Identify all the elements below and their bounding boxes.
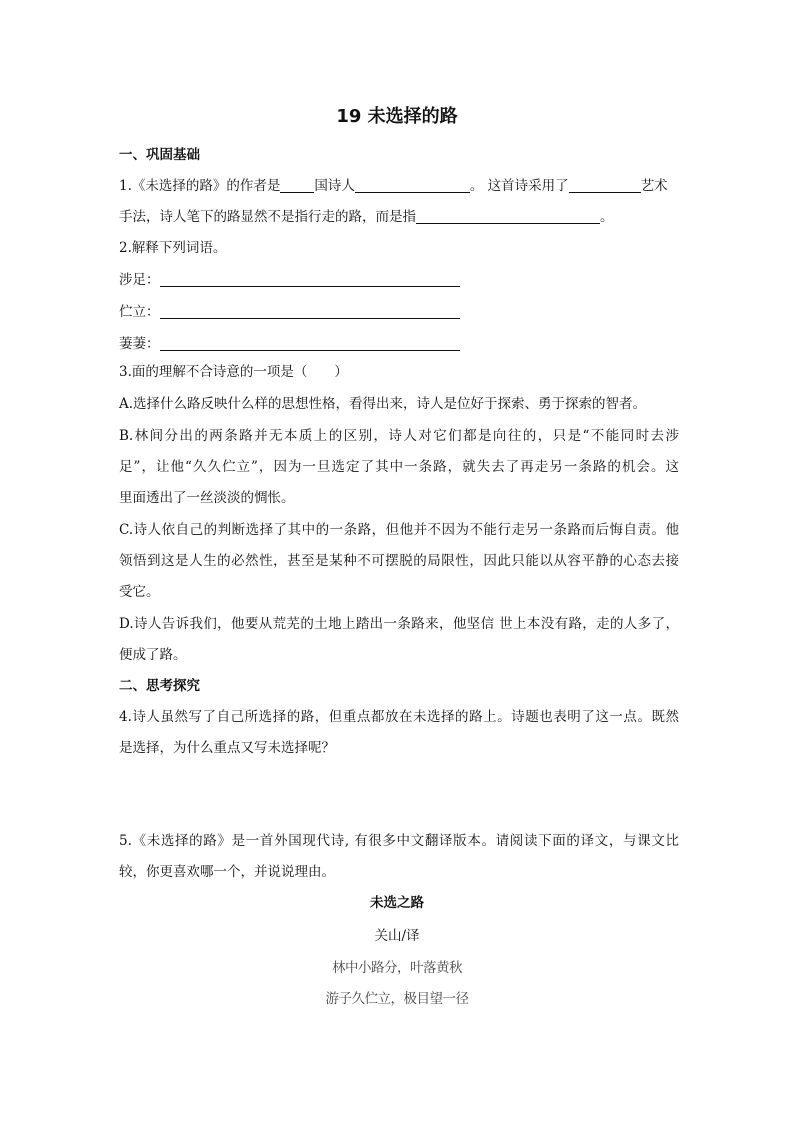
q3-option-d-line-2: 便成了路。 (119, 647, 187, 663)
question-3-prompt: 3.面的理解不合诗意的一项是（ ） (119, 364, 348, 380)
page-title: 19 未选择的路 (336, 106, 458, 127)
section-heading-basics: 一、巩固基础 (119, 147, 200, 163)
poem-translator: 关山/译 (374, 928, 420, 944)
section-heading-inquiry: 二、思考探究 (119, 678, 200, 694)
q3-option-a: A.选择什么路反映什么样的思想性格，看得出来，诗人是位好于探索、勇于探索的智者。 (119, 396, 647, 412)
q3-option-d-line-1: D.诗人告诉我们，他要从荒芜的土地上踏出一条路来，他坚信 世上本没有路，走的人多了， (119, 616, 679, 632)
q1-text-d: 艺术 (640, 178, 668, 194)
q1-text-b: 国诗人 (314, 178, 355, 194)
q1-blank-meaning[interactable] (416, 209, 600, 224)
q1-text-e: 手法，诗人笔下的路显然不是指行走的路，而是指 (119, 209, 416, 225)
q3-option-b-line-1: B.林间分出的两条路并无本质上的区别，诗人对它们都是向往的，只是“不能同时去涉 (119, 428, 679, 444)
q1-text-f: 。 (600, 209, 614, 225)
poem-line-2: 游子久伫立，极目望一径 (325, 991, 469, 1007)
q2-answer-blank[interactable] (160, 272, 460, 287)
q3-option-b-line-3: 里面透出了一丝淡淡的惆怅。 (119, 490, 295, 506)
q3-option-c-line-3: 受它。 (119, 584, 160, 600)
q2-answer-blank[interactable] (160, 304, 460, 319)
q3-option-c-line-1: C.诗人依自己的判断选择了其中的一条路，但他并不因为不能行走另一条路而后悔自责。他 (119, 522, 679, 538)
question-5-line-1: 5.《未选择的路》是一首外国现代诗, 有很多中文翻译版本。请阅读下面的译文，与课文比 (119, 833, 679, 849)
q2-term-row (119, 270, 679, 290)
q2-term-label: 萋萋： (119, 336, 160, 352)
question-1-line-1 (119, 176, 679, 196)
q2-term-row (119, 334, 679, 354)
q2-term-row (119, 302, 679, 322)
q1-blank-technique[interactable] (569, 178, 641, 193)
question-4-line-2: 是选择，为什么重点又写未选择呢？ (119, 740, 335, 756)
q1-blank-poet[interactable] (355, 178, 470, 193)
question-5-line-2: 较，你更喜欢哪一个，并说说理由。 (119, 864, 335, 880)
q2-term-label: 伫立： (119, 304, 160, 320)
question-4-line-1: 4.诗人虽然写了自己所选择的路，但重点都放在未选择的路上。诗题也表明了这一点。既然 (119, 709, 679, 725)
q3-option-c-line-2: 领悟到这是人生的必然性，甚至是某种不可摆脱的局限性，因此只能以从容平静的心态去接 (119, 553, 679, 569)
q1-text-a: 1.《未选择的路》的作者是 (119, 178, 281, 194)
q2-answer-blank[interactable] (160, 336, 460, 351)
q3-option-b-line-2: 足”，让他“久久伫立”，因为一旦选定了其中一条路，就失去了再走另一条路的机会。这 (119, 459, 679, 475)
q1-blank-country[interactable] (280, 178, 314, 193)
poem-line-1: 林中小路分，叶落黄秋 (332, 960, 462, 976)
q2-term-label: 涉足： (119, 272, 160, 288)
q1-text-c: 。 这首诗采用了 (469, 178, 569, 194)
poem-title: 未选之路 (370, 895, 424, 911)
question-2-prompt: 2.解释下列词语。 (119, 240, 227, 256)
question-1-line-2 (119, 207, 679, 227)
